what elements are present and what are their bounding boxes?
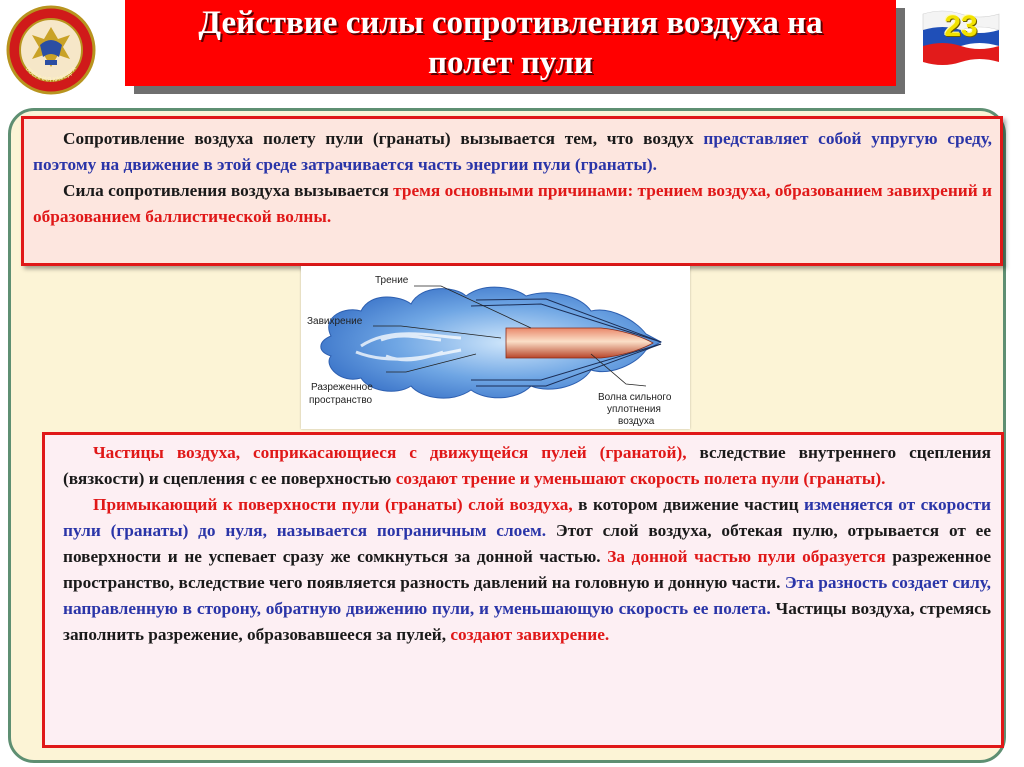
military-department-emblem — [6, 5, 96, 95]
intro-p2-highlight: тремя основными причинами: трением воздуха, образованием завихрений и образованием баллистической волны. — [33, 181, 992, 226]
details-p2-highlight-3: Эта разность создает силу, направленную в сторону, обратную движению пули, и уменьшающую скорость ее полета. — [63, 573, 991, 618]
label-rarefied-1: Разреженное — [311, 382, 373, 393]
details-p1-text: вследствие внутреннего сцепления (вязкости) и сцепления с ее поверхностью — [63, 443, 991, 488]
details-text-box — [42, 432, 1004, 748]
slide-title-line-1: Действие силы сопротивления воздуха на — [198, 5, 823, 41]
label-vortex: Завихрение — [307, 316, 363, 327]
label-wave-1: Волна сильного — [598, 392, 672, 403]
details-p2-text-4: Частицы воздуха, стремясь заполнить разрежение, образовавшееся за пулей, — [63, 599, 991, 644]
intro-paragraph-2 — [33, 178, 992, 230]
intro-p1-highlight: представляет собой упругую среду, поэтому на движение в этой среде затрачивается часть энергии пули (гранаты). — [33, 129, 992, 174]
details-p1-lead: Частицы воздуха, соприкасающиеся с движущейся пулей (гранатой), — [93, 443, 687, 462]
intro-p2-text: Сила сопротивления воздуха вызывается — [63, 181, 394, 200]
details-p2-lead: Примыкающий к поверхности пули (гранаты) слой воздуха, — [93, 495, 573, 514]
details-p2-highlight-2: За донной частью пули образуется — [607, 547, 886, 566]
page-number: 23 — [944, 10, 978, 43]
details-p2-text-2: Этот слой воздуха, обтекая пулю, отрывается от ее поверхности и не успевает сразу же сомкнуться за донной частью. — [63, 521, 991, 566]
details-paragraph-2 — [63, 492, 991, 648]
label-rarefied-2: пространство — [309, 395, 373, 406]
intro-p1-text: Сопротивление воздуха полету пули (гранаты) вызывается тем, что воздух — [63, 129, 704, 148]
details-p2-highlight-1: изменяется от скорости пули (гранаты) до нуля, называется пограничным слоем. — [63, 495, 991, 540]
details-p2-text-3: разреженное пространство, вследствие чего появляется разность давлений на головную и донную части. — [63, 547, 991, 592]
slide-title-line-2: полет пули — [428, 45, 593, 81]
slide-title-banner — [125, 0, 896, 86]
label-wave-2: уплотнения — [607, 404, 661, 415]
label-friction: Трение — [375, 275, 409, 286]
svg-text:ВОЕННАЯ КАФЕДРА: ВОЕННАЯ КАФЕДРА — [23, 66, 79, 84]
details-p1-highlight: создают трение и уменьшают скорость полета пули (гранаты). — [395, 469, 886, 488]
details-paragraph-1 — [63, 440, 991, 492]
details-p2-highlight-4: создают завихрение. — [450, 625, 610, 644]
details-p2-text-1: в котором движение частиц — [572, 495, 805, 514]
intro-paragraph-1 — [33, 126, 992, 178]
bullet-air-resistance-diagram — [301, 266, 690, 429]
slide-title — [190, 3, 830, 83]
label-wave-3: воздуха — [618, 416, 655, 427]
intro-text-box — [21, 116, 1003, 266]
